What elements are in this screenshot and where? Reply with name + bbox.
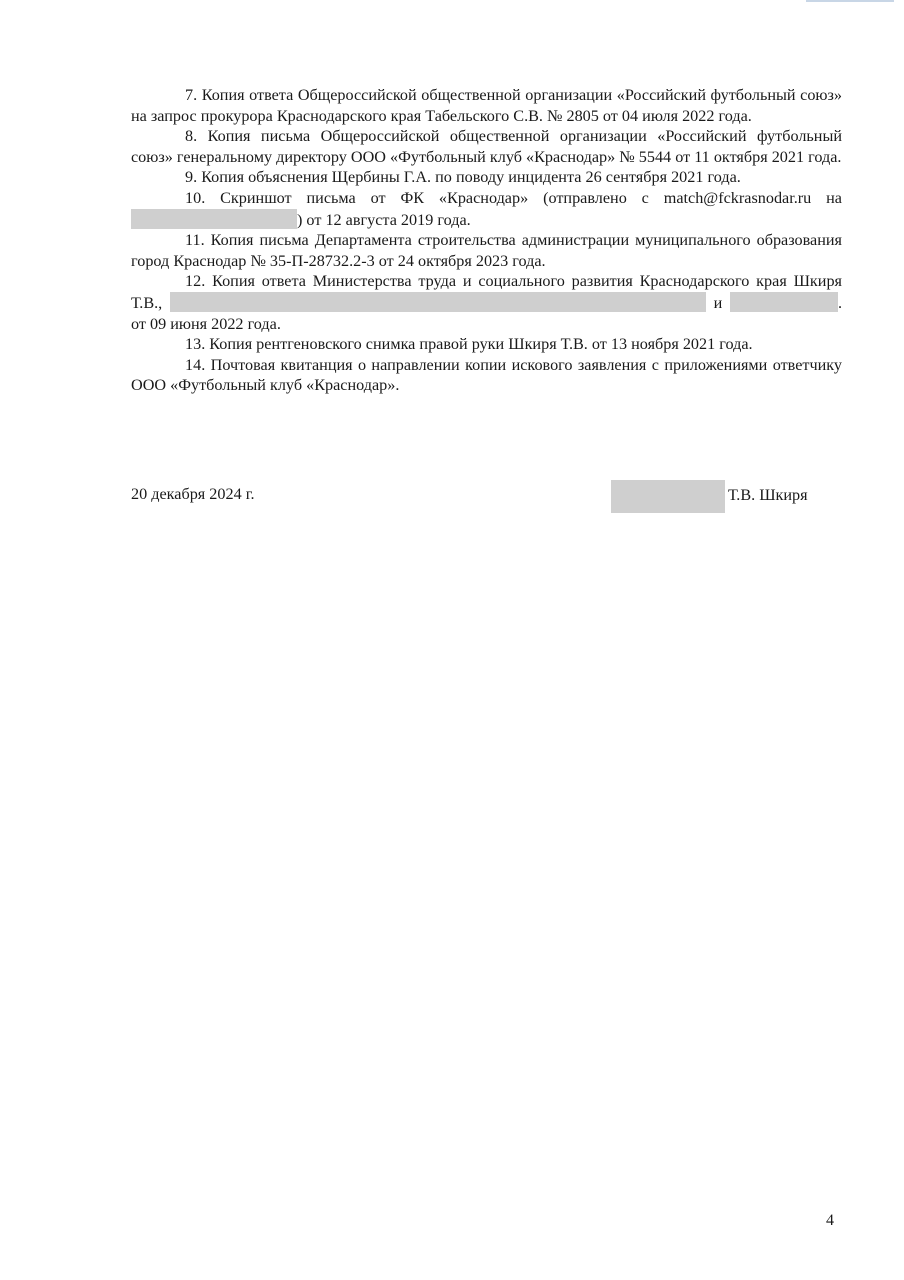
item-text-continued: ) от 12 августа 2019 года. — [297, 210, 471, 229]
item-text: Почтовая квитанция о направлении копии искового заявления с приложениями ответчику ООО «Футбольный клуб «Краснодар». — [131, 355, 843, 395]
signature-row — [131, 484, 842, 516]
list-item-12 — [131, 271, 842, 334]
redaction-block — [170, 292, 706, 312]
item-text: Копия письма Департамента строительства администрации муниципального образования город Краснодар № 35-П-28732.2-3 от 24 октября 2023 года. — [131, 231, 842, 270]
item-text: Копия рентгеновского снимка правой руки Шкиря Т.В. от 13 ноября 2021 года. — [209, 335, 753, 354]
list-item-8 — [131, 126, 842, 167]
item-text-middle: и — [713, 293, 723, 312]
item-text-continued: . от 09 июня 2022 года. — [131, 293, 842, 333]
list-item-11 — [131, 230, 842, 271]
list-item-7 — [131, 85, 842, 126]
item-text: Копия ответа Министерства труда и социального развития Краснодарского края Шкиря Т.В., — [131, 272, 842, 312]
item-number: 7. — [185, 86, 198, 104]
page-number: 4 — [826, 1212, 834, 1229]
document-date: 20 декабря 2024 г. — [131, 485, 255, 503]
item-number: 13. — [185, 335, 206, 354]
list-item-13 — [131, 334, 842, 355]
item-number: 8. — [185, 127, 198, 146]
list-item-10 — [131, 188, 842, 230]
attachments-list — [131, 85, 842, 396]
redaction-block — [131, 209, 297, 229]
item-text: Копия письма Общероссийской общественной организации «Российский футбольный союз» генеральному директору ООО «Футбольный клуб «Краснодар» № 5544 от 11 октября 2021 года. — [131, 127, 842, 166]
signature-redaction — [611, 480, 725, 513]
scan-edge-mark — [806, 0, 894, 2]
list-item-14 — [131, 355, 842, 396]
redaction-block — [730, 292, 838, 312]
item-number: 10. — [185, 188, 206, 207]
item-number: 9. — [185, 168, 198, 187]
item-text: Скриншот письма от ФК «Краснодар» (отправлено с match@fckrasnodar.ru на — [220, 188, 842, 207]
list-item-9 — [131, 167, 842, 188]
item-number: 14. — [185, 355, 206, 374]
signer-name: Т.В. Шкиря — [728, 486, 808, 504]
item-text: Копия ответа Общероссийской общественной организации «Российский футбольный союз» на запрос прокурора Краснодарского края Табельского С.В. № 2805 от 04 июля 2022 года. — [131, 86, 842, 125]
item-number: 12. — [185, 272, 206, 291]
item-number: 11. — [185, 231, 205, 250]
item-text: Копия объяснения Щербины Г.А. по поводу инцидента 26 сентября 2021 года. — [201, 168, 741, 187]
